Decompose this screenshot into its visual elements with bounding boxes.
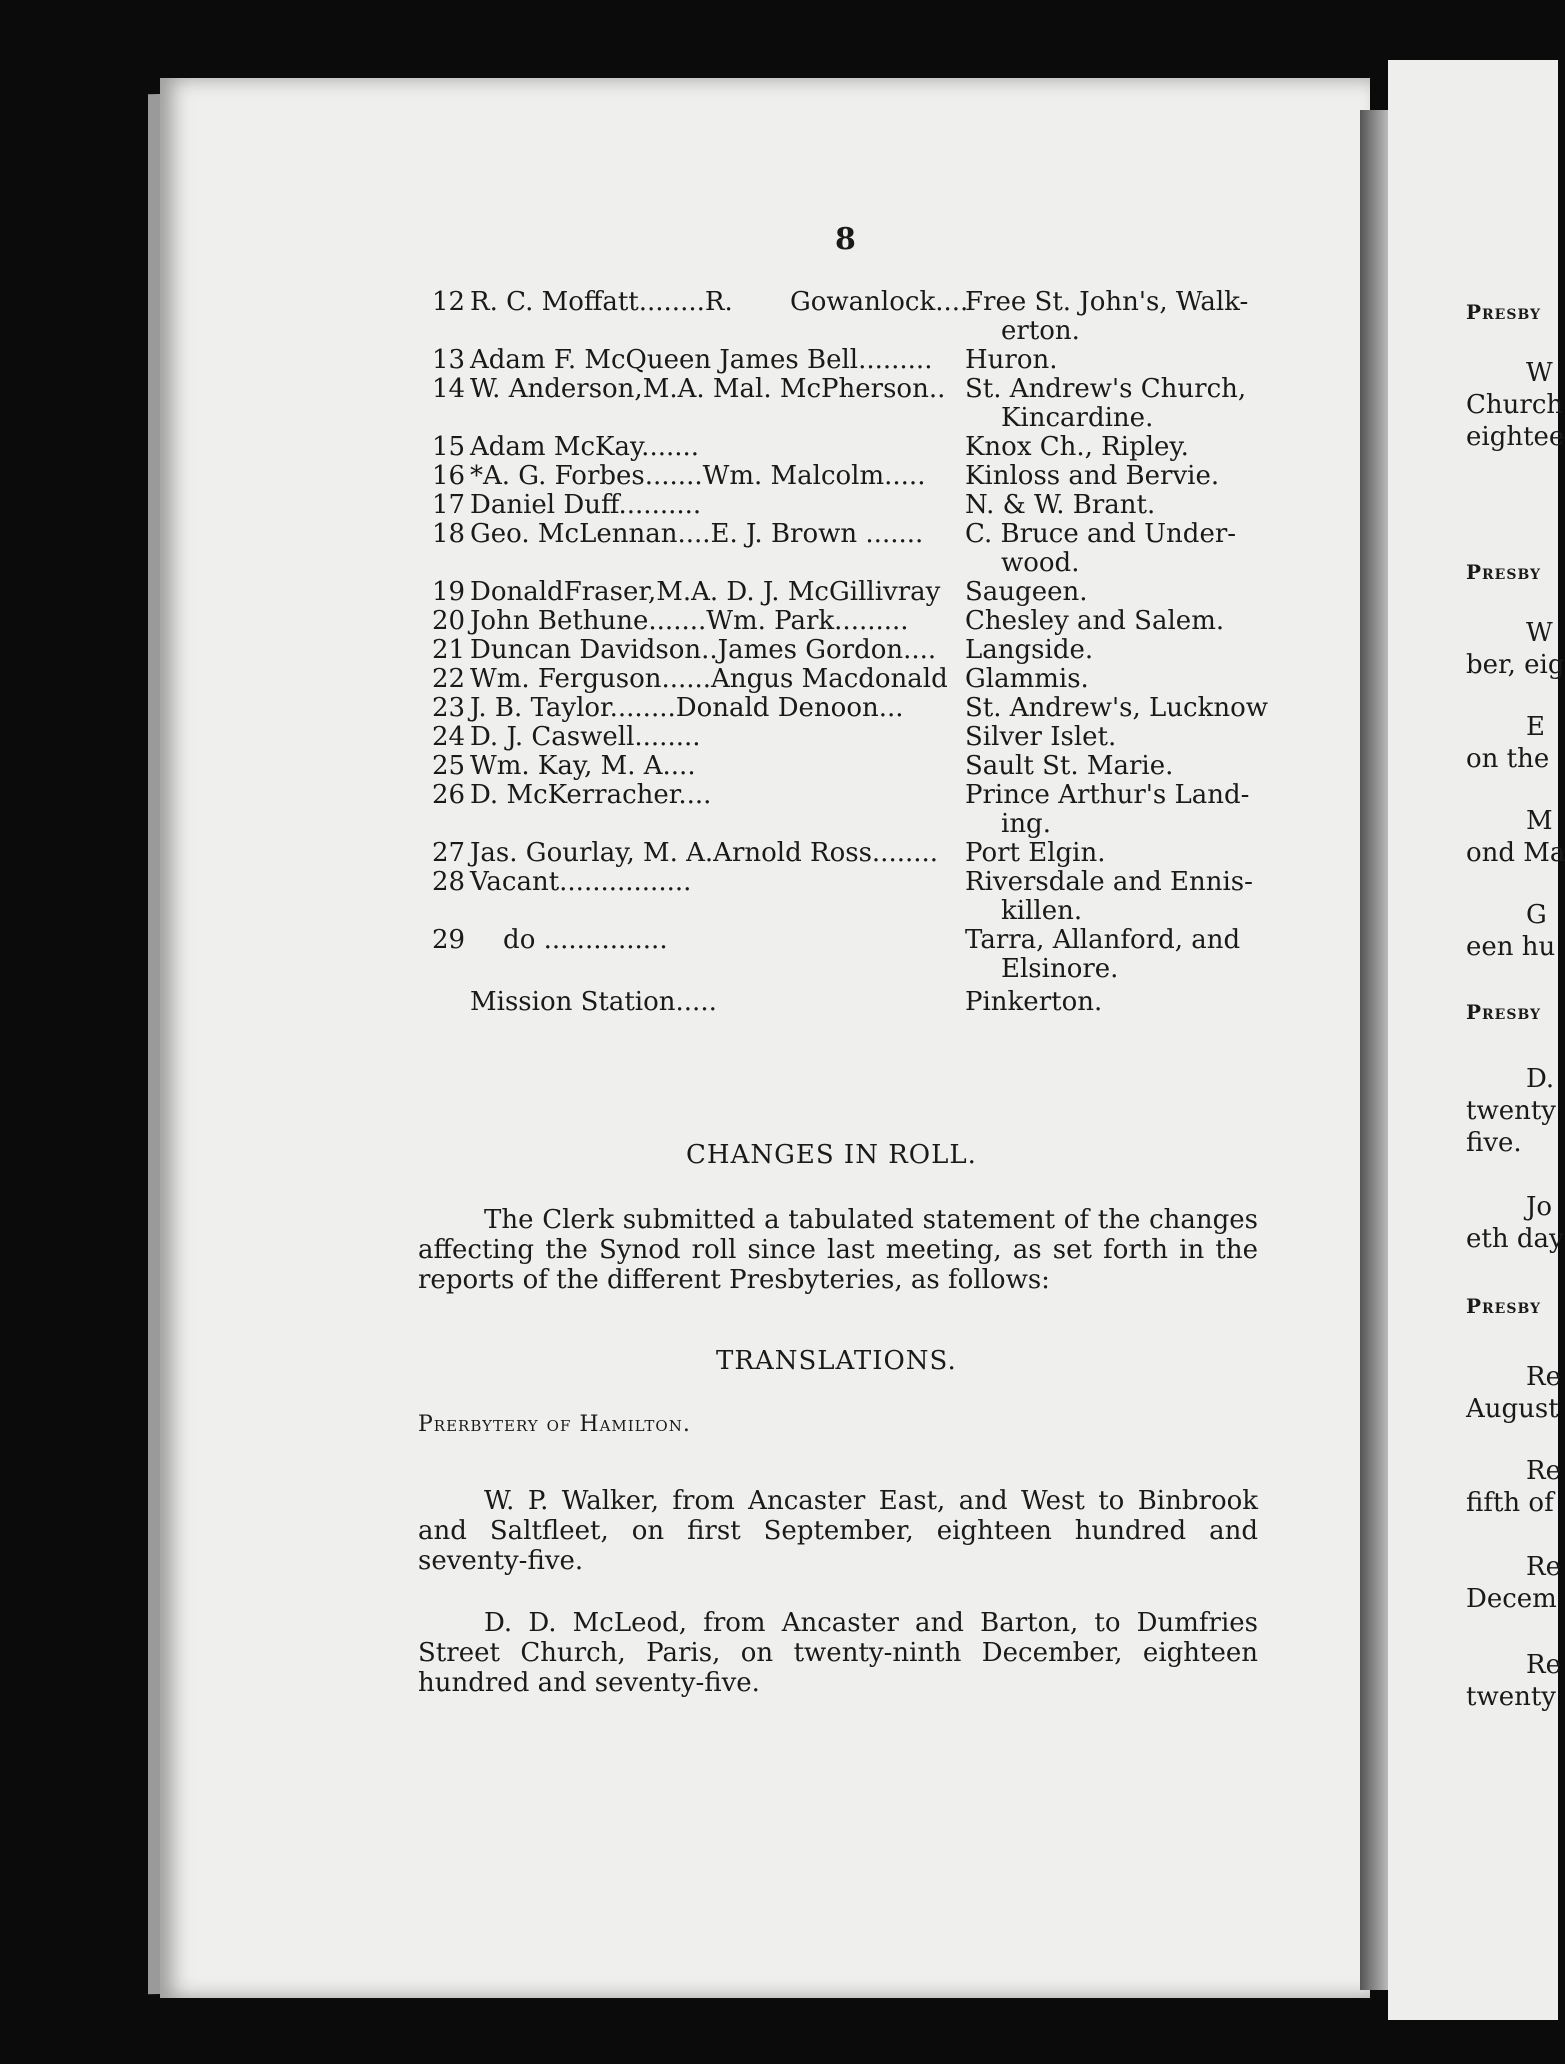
roll-number: 15 <box>432 432 466 462</box>
roll-names: Adam F. McQueen James Bell......... <box>470 345 933 375</box>
right-page-text-fragment: five. <box>1466 1128 1522 1158</box>
roll-charge-continued: ing. <box>1001 809 1051 839</box>
translations-heading: TRANSLATIONS. <box>716 1346 957 1376</box>
roll-charge-continued: Elsinore. <box>1001 954 1119 984</box>
right-page-text-fragment: een hu <box>1466 932 1556 962</box>
roll-charge: Chesley and Salem. <box>965 606 1225 636</box>
right-page-text-fragment: Church <box>1466 390 1564 420</box>
roll-charge: Langside. <box>965 635 1094 665</box>
roll-number: 24 <box>432 722 466 752</box>
roll-names: Geo. McLennan....E. J. Brown ....... <box>470 519 924 549</box>
roll-charge: Saugeen. <box>965 577 1088 607</box>
right-page-text-fragment: eth day <box>1466 1224 1564 1254</box>
right-page-text-fragment: W <box>1526 618 1553 648</box>
roll-charge: Kinloss and Bervie. <box>965 461 1220 491</box>
roll-number: 22 <box>432 664 466 694</box>
roll-names: Wm. Kay, M. A.... <box>470 751 696 781</box>
page-number: 8 <box>835 222 856 257</box>
roll-number: 19 <box>432 577 466 607</box>
roll-charge: Riversdale and Ennis- <box>965 867 1253 897</box>
roll-number: 21 <box>432 635 466 665</box>
book-gutter <box>1360 110 1388 1990</box>
roll-charge: Tarra, Allanford, and <box>965 925 1241 955</box>
roll-number: 28 <box>432 867 466 897</box>
roll-charge: C. Bruce and Under- <box>965 519 1237 549</box>
roll-names: Duncan Davidson..James Gordon.... <box>470 635 937 665</box>
roll-charge: Huron. <box>965 345 1058 375</box>
roll-number: 23 <box>432 693 466 723</box>
roll-charge: Free St. John's, Walk- <box>965 287 1249 317</box>
roll-names: Jas. Gourlay, M. A.Arnold Ross........ <box>470 838 939 868</box>
right-page-text-fragment: Decem <box>1466 1584 1557 1614</box>
roll-charge-continued: Kincardine. <box>1001 403 1154 433</box>
roll-number: 29 <box>432 925 466 955</box>
roll-number: 27 <box>432 838 466 868</box>
roll-names: D. J. Caswell........ <box>470 722 701 752</box>
right-page-heading-fragment: Presby <box>1466 1294 1542 1318</box>
roll-charge: Sault St. Marie. <box>965 751 1174 781</box>
right-page-text-fragment: ber, eig <box>1466 650 1565 680</box>
roll-names: J. B. Taylor........Donald Denoon... <box>470 693 904 723</box>
roll-names: *A. G. Forbes.......Wm. Malcolm..... <box>470 461 926 491</box>
right-page-text-fragment: twenty <box>1466 1096 1556 1126</box>
roll-names: John Bethune.......Wm. Park......... <box>470 606 909 636</box>
right-page-heading-fragment: Presby <box>1466 1000 1542 1024</box>
right-page-text-fragment: August <box>1466 1394 1559 1424</box>
roll-charge: Port Elgin. <box>965 838 1106 868</box>
roll-charge: St. Andrew's, Lucknow <box>965 693 1269 723</box>
right-page-text-fragment: fifth of <box>1466 1488 1554 1518</box>
right-page <box>1388 60 1558 2020</box>
roll-names: Mission Station..... <box>470 987 717 1017</box>
changes-heading: CHANGES IN ROLL. <box>686 1140 977 1170</box>
roll-number: 26 <box>432 780 466 810</box>
roll-names: DonaldFraser,M.A. D. J. McGillivray <box>470 577 941 607</box>
roll-charge: Pinkerton. <box>965 987 1103 1017</box>
roll-charge: Prince Arthur's Land- <box>965 780 1250 810</box>
roll-number: 12 <box>432 287 466 317</box>
right-page-text-fragment: Re <box>1526 1456 1561 1486</box>
roll-names: do ............... <box>470 925 668 955</box>
roll-names: Adam McKay....... <box>470 432 700 462</box>
roll-number: 17 <box>432 490 466 520</box>
right-page-text-fragment: on the <box>1466 744 1550 774</box>
roll-charge: Glammis. <box>965 664 1089 694</box>
roll-charge: Silver Islet. <box>965 722 1117 752</box>
right-page-text-fragment: Re <box>1526 1362 1561 1392</box>
right-page-text-fragment: E <box>1526 712 1545 742</box>
right-page-text-fragment: M <box>1526 806 1553 836</box>
roll-charge: N. & W. Brant. <box>965 490 1156 520</box>
roll-number: 13 <box>432 345 466 375</box>
right-page-heading-fragment: Presby <box>1466 560 1542 584</box>
roll-names: R. C. Moffatt........R. <box>470 287 733 317</box>
right-page-text-fragment: Re <box>1526 1650 1561 1680</box>
translation-paragraph: D. D. McLeod, from Ancaster and Barton, to Dumfries Street Church, Paris, on twenty-ninth December, eighteen hundred and seventy-five. <box>418 1608 1258 1698</box>
roll-number: 25 <box>432 751 466 781</box>
roll-elder: Gowanlock.... <box>790 287 969 317</box>
roll-number: 16 <box>432 461 466 491</box>
roll-charge-continued: killen. <box>1001 896 1083 926</box>
right-page-text-fragment: eightee <box>1466 422 1565 452</box>
roll-names: D. McKerracher.... <box>470 780 712 810</box>
roll-names: Wm. Ferguson......Angus Macdonald <box>470 664 948 694</box>
presbytery-heading: Prerbytery of Hamilton. <box>418 1412 691 1437</box>
right-page-text-fragment: ond Ma <box>1466 838 1565 868</box>
right-page-text-fragment: Jo <box>1526 1192 1553 1222</box>
roll-number: 18 <box>432 519 466 549</box>
roll-number: 20 <box>432 606 466 636</box>
right-page-text-fragment: G <box>1526 900 1547 930</box>
roll-charge: St. Andrew's Church, <box>965 374 1247 404</box>
roll-charge: Knox Ch., Ripley. <box>965 432 1189 462</box>
roll-names: Vacant................ <box>470 867 692 897</box>
roll-charge-continued: wood. <box>1001 548 1080 578</box>
right-page-text-fragment: Re <box>1526 1552 1561 1582</box>
roll-number: 14 <box>432 374 466 404</box>
intro-paragraph: The Clerk submitted a tabulated statement of the changes affecting the Synod roll since last meeting, as set forth in the reports of the different Presbyteries, as follows: <box>418 1205 1258 1295</box>
translation-paragraph: W. P. Walker, from Ancaster East, and West to Binbrook and Saltfleet, on first September, eighteen hundred and seventy-five. <box>418 1486 1258 1576</box>
right-page-text-fragment: twenty <box>1466 1682 1556 1712</box>
right-page-text-fragment: W <box>1526 358 1553 388</box>
roll-names: Daniel Duff.......... <box>470 490 702 520</box>
roll-names: W. Anderson,M.A. Mal. McPherson.. <box>470 374 946 404</box>
right-page-heading-fragment: Presby <box>1466 300 1542 324</box>
roll-charge-continued: erton. <box>1001 316 1080 346</box>
right-page-text-fragment: D. <box>1526 1064 1555 1094</box>
